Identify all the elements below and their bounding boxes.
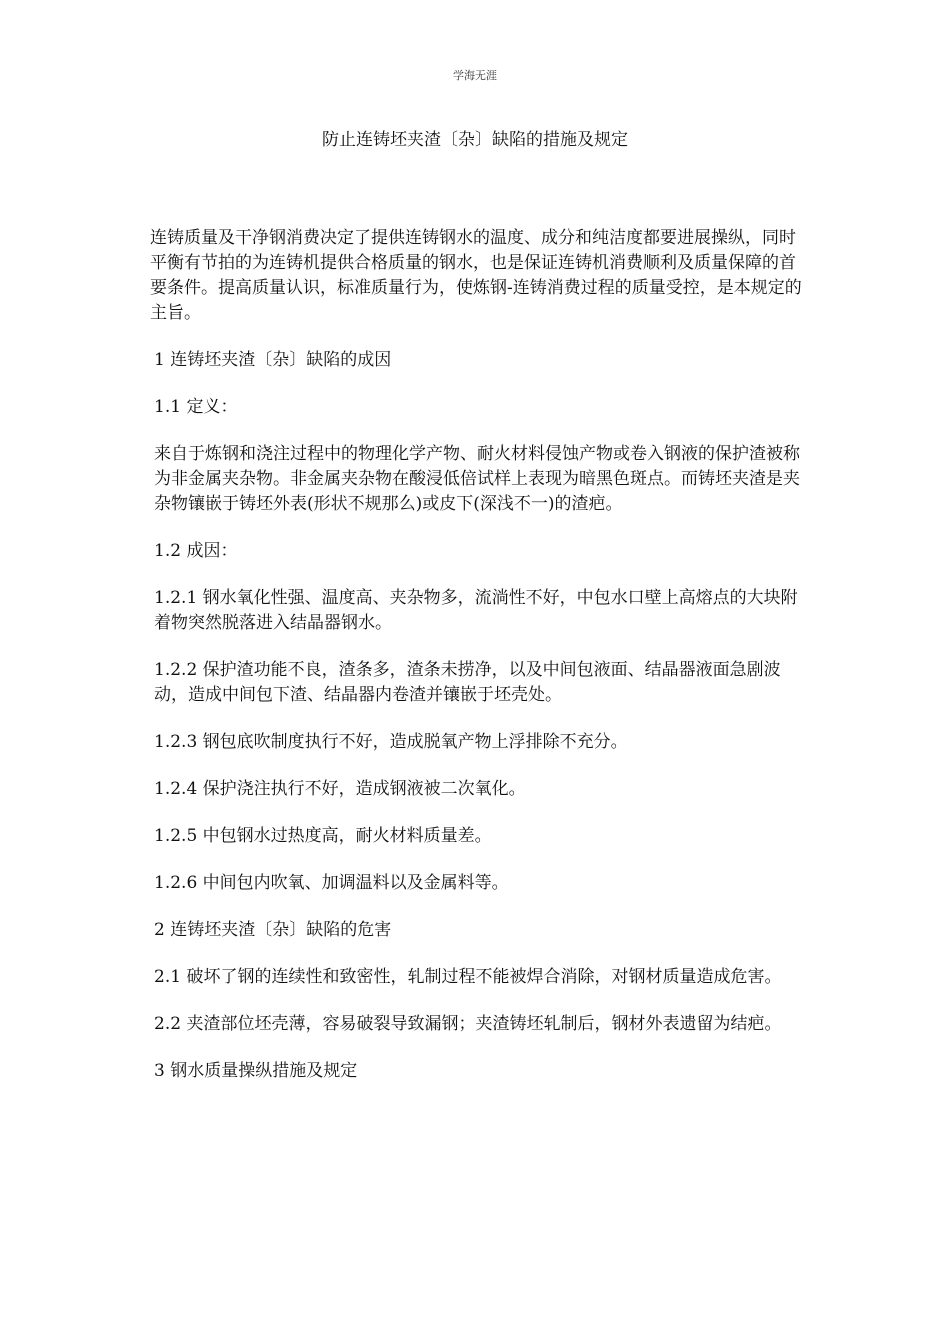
list-item-1-2-4: 1.2.4 保护浇注执行不好，造成钢液被二次氧化。 [154,779,526,799]
list-item-1-2-3: 1.2.3 钢包底吹制度执行不好，造成脱氧产物上浮排除不充分。 [154,732,628,752]
list-item-2-1: 2.1 破坏了钢的连续性和致密性，轧制过程不能被焊合消除，对钢材质量造成危害。 [154,967,782,987]
list-item-1-2-5: 1.2.5 中包钢水过热度高，耐火材料质量差。 [154,826,492,846]
section-heading-2: 2 连铸坯夹渣〔杂〕缺陷的危害 [154,920,392,940]
subsection-heading-1-1: 1.1 定义： [154,397,238,417]
section-heading-1: 1 连铸坯夹渣〔杂〕缺陷的成因 [154,350,392,370]
document-title: 防止连铸坯夹渣〔杂〕缺陷的措施及规定 [322,130,628,150]
list-item-2-2: 2.2 夹渣部位坯壳薄，容易破裂导致漏钢；夹渣铸坯轧制后，钢材外表遗留为结疤。 [154,1014,782,1034]
list-item-1-2-6: 1.2.6 中间包内吹氧、加调温料以及金属料等。 [154,873,509,893]
document-body [150,226,810,1106]
definition-paragraph: 来自于炼钢和浇注过程中的物理化学产物、耐火材料侵蚀产物或卷入钢液的保护渣被称为非金属夹杂物。非金属夹杂物在酸浸低倍试样上表现为暗黑色斑点。而铸坯夹渣是夹杂物镶嵌于铸坯外表(形状不规那么)或皮下(深浅不一)的渣疤。 [154,444,800,514]
section-heading-3: 3 钢水质量操纵措施及规定 [154,1061,358,1081]
subsection-heading-1-2: 1.2 成因： [154,541,238,561]
intro-paragraph: 连铸质量及干净钢消费决定了提供连铸钢水的温度、成分和纯洁度都要进展操纵，同时平衡有节拍的为连铸机提供合格质量的钢水，也是保证连铸机消费顺利及质量保障的首要条件。提高质量认识，标准质量行为，使炼钢-连铸消费过程的质量受控，是本规定的主旨。 [150,228,802,323]
list-item-1-2-2: 1.2.2 保护渣功能不良，渣条多，渣条未捞净，以及中间包液面、结晶器液面急剧波动，造成中间包下渣、结晶器内卷渣并镶嵌于坯壳处。 [154,660,781,705]
list-item-1-2-1: 1.2.1 钢水氧化性强、温度高、夹杂物多，流淌性不好，中包水口壁上高熔点的大块附着物突然脱落进入结晶器钢水。 [154,588,798,633]
page-header: 学海无涯 [453,69,497,82]
